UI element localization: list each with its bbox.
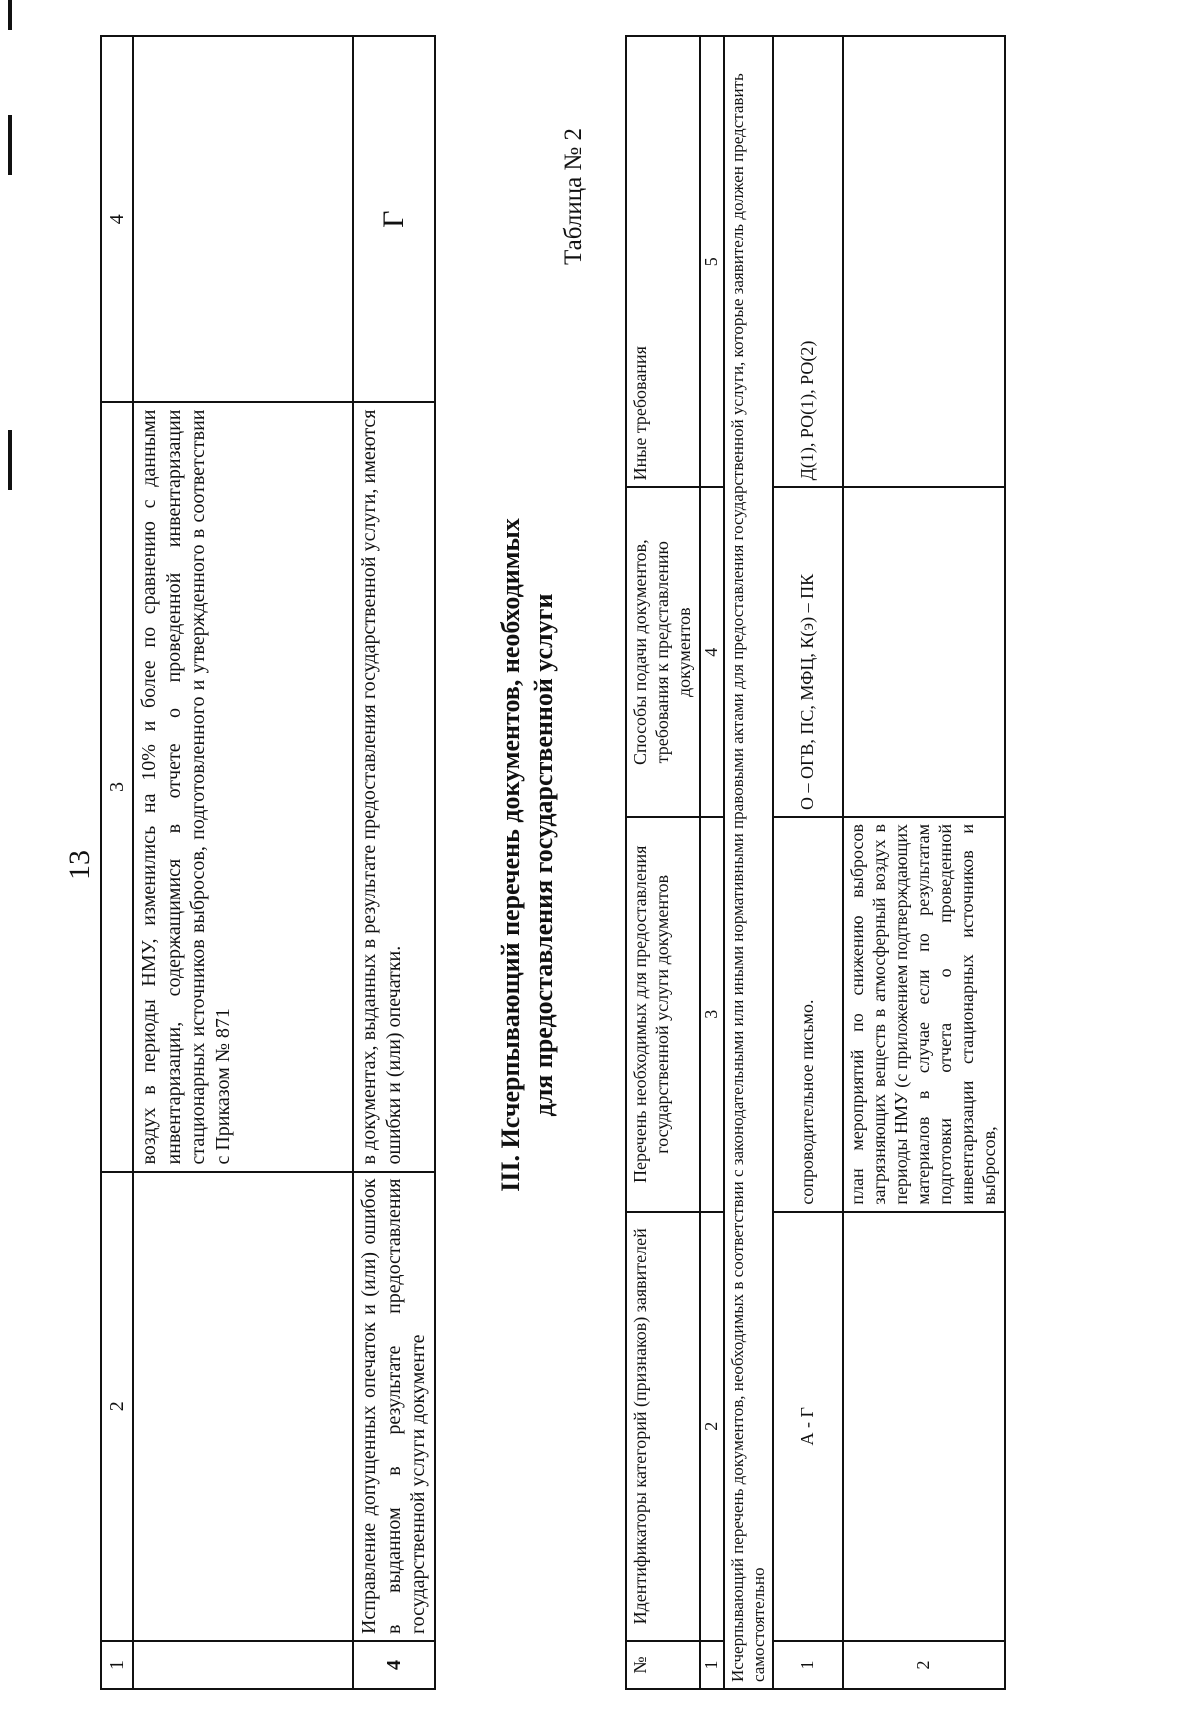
- column-number: 2: [700, 1212, 724, 1641]
- section-note: Исчерпывающий перечень документов, необходимых в соответствии с законодательными или иными нормативными правовыми актами для предоставления государственной услуги, которые заявитель должен представить самостоятельно: [724, 36, 773, 1689]
- table-label: Таблица № 2: [560, 127, 587, 265]
- page-number: 13: [63, 850, 96, 880]
- section-title: [495, 405, 560, 1305]
- column-number-row: [700, 36, 724, 1689]
- table-header-row: [626, 36, 700, 1689]
- table-row: [843, 36, 1005, 1689]
- row-category: А - Г: [773, 1212, 843, 1641]
- scan-mark: [8, 430, 12, 490]
- row-other: [843, 36, 1005, 487]
- row-number: [133, 1641, 353, 1689]
- header-cell: №: [626, 1641, 700, 1689]
- continuation-table: [100, 35, 436, 1690]
- section-title-line: для предоставления государственной услуги: [528, 593, 558, 1117]
- header-cell: Перечень необходимых для предоставления государственной услуги документов: [626, 817, 700, 1212]
- row-other: Д(1), РО(1), РО(2): [773, 36, 843, 487]
- header-cell: Идентификаторы категорий (признаков) заявителей: [626, 1212, 700, 1641]
- row-number: 4: [353, 1641, 434, 1689]
- column-number: 1: [700, 1641, 724, 1689]
- column-number: 4: [700, 487, 724, 817]
- table-header-row: [101, 36, 133, 1689]
- table-row: [773, 36, 843, 1689]
- section-title-line: III. Исчерпывающий перечень документов, необходимых: [496, 518, 525, 1192]
- row-condition: воздух в периоды НМУ, изменились на 10% и более по сравнению с данными инвентаризации, содержащимися в отчете о проведенной инвентаризации стационарных источников выбросов, подготовленного и утвержденного в соответствии с Приказом № 871: [133, 403, 353, 1172]
- scan-mark: [8, 115, 12, 175]
- header-cell: 3: [101, 403, 133, 1172]
- row-description: Исправление допущенных опечаток и (или) ошибок в выданном в результате предоставления государственной услуги документе: [353, 1172, 434, 1642]
- header-cell: Способы подачи документов, требования к представлению документов: [626, 487, 700, 817]
- column-number: 5: [700, 36, 724, 487]
- row-document: план мероприятий по снижению выбросов загрязняющих веществ в атмосферный воздух в периоды НМУ (с приложением подтверждающих материалов в случае если по результатам подготовки отчета о проведенной инвентаризации стационарных источников и выбросов,: [843, 817, 1005, 1212]
- row-condition: в документах, выданных в результате предоставления государственной услуги, имеются ошибки и (или) опечатки.: [353, 403, 434, 1172]
- table-row: [133, 36, 353, 1689]
- row-number: 2: [843, 1641, 1005, 1689]
- row-document: сопроводительное письмо.: [773, 817, 843, 1212]
- table-row: [353, 36, 434, 1689]
- header-cell: Иные требования: [626, 36, 700, 487]
- row-description: [133, 1172, 353, 1642]
- header-cell: 4: [101, 36, 133, 403]
- scan-mark: [8, 0, 12, 30]
- row-method: [843, 487, 1005, 817]
- row-number: 1: [773, 1641, 843, 1689]
- column-number: 3: [700, 817, 724, 1212]
- section-note-row: [724, 36, 773, 1689]
- header-cell: 1: [101, 1641, 133, 1689]
- row-category: [843, 1212, 1005, 1641]
- documents-table: [625, 35, 1006, 1690]
- row-category: Г: [353, 36, 434, 403]
- row-category: [133, 36, 353, 403]
- header-cell: 2: [101, 1172, 133, 1642]
- row-method: О – ОГВ, ПС, МФЦ, К(э) – ПК: [773, 487, 843, 817]
